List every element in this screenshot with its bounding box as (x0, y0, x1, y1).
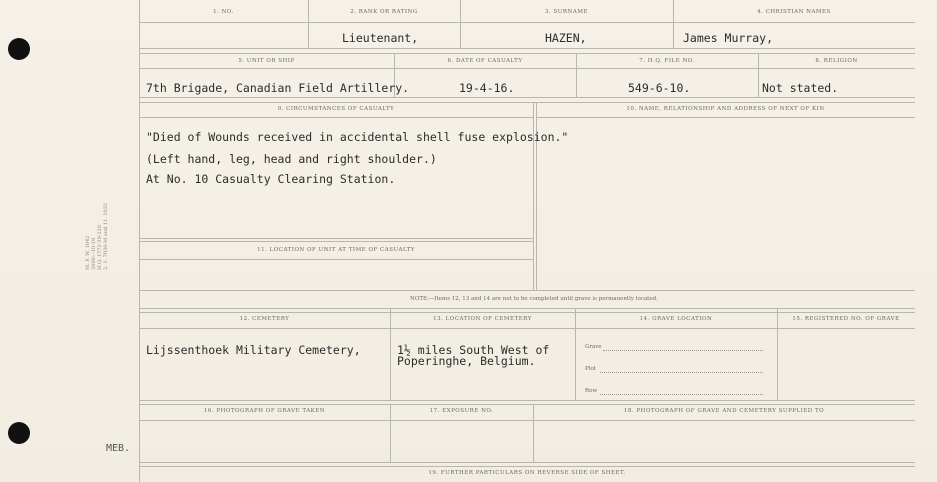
header-photograph-supplied: 18. PHOTOGRAPH OF GRAVE AND CEMETERY SUPPLIED TO (623, 408, 825, 414)
note-text: NOTE:—Items 12, 13 and 14 are not to be completed until grave is permanently located. (410, 296, 658, 302)
value-file: 549-6-10. (628, 81, 691, 95)
value-cemetery: Lijssenthoek Military Cemetery, (146, 343, 361, 357)
header-date: 6. DATE OF CASUALTY (447, 58, 523, 64)
header-no: 1. NO. (213, 9, 234, 15)
header-unit: 5. UNIT OR SHIP (238, 58, 295, 64)
value-christian-names: James Murray, (683, 31, 774, 45)
header-location-of-unit: 11. LOCATION OF UNIT AT TIME OF CASUALTY (257, 247, 415, 253)
location-cemetery-line-2: Poperinghe, Belgium. (397, 354, 536, 368)
header-file: 7. H.Q. FILE NO. (639, 58, 695, 64)
side-print: M. F. W. 1042 2000—10-19 H.Q. 1772-39-220 2. 1. 7030-M and 11. 1032 (85, 202, 109, 270)
punch-hole-top (8, 38, 30, 60)
row-field-label: Row (585, 388, 598, 394)
header-rank: 2. RANK OR RATING (350, 9, 418, 15)
value-religion: Not stated. (762, 81, 839, 95)
header-circumstances: 9. CIRCUMSTANCES OF CASUALTY (277, 106, 395, 112)
value-date: 19-4-16. (459, 81, 515, 95)
value-unit: 7th Brigade, Canadian Field Artillery. (146, 81, 410, 95)
circumstances-line-1: "Died of Wounds received in accidental shell fuse explosion." (146, 130, 569, 144)
header-religion: 8. RELIGION (815, 58, 858, 64)
header-grave-location: 14. GRAVE LOCATION (639, 316, 713, 322)
header-surname: 3. SURNAME (545, 9, 588, 15)
header-christian-names: 4. CHRISTIAN NAMES (757, 9, 831, 15)
header-exposure-no: 17. EXPOSURE NO. (429, 408, 494, 414)
punch-hole-bottom (8, 422, 30, 444)
circumstances-line-3: At No. 10 Casualty Clearing Station. (146, 172, 396, 186)
header-next-of-kin: 10. NAME, RELATIONSHIP AND ADDRESS OF NEXT OF KIN (626, 106, 825, 112)
header-cemetery: 12. CEMETERY (239, 316, 290, 322)
header-location-of-cemetery: 13. LOCATION OF CEMETERY (433, 316, 532, 322)
location-cemetery-line-1: 1½ miles South West of (397, 343, 550, 357)
value-surname: HAZEN, (545, 31, 587, 45)
value-rank: Lieutenant, (342, 31, 419, 45)
header-registered-no: 15. REGISTERED NO. OF GRAVE (792, 316, 900, 322)
header-photograph-taken: 16. PHOTOGRAPH OF GRAVE TAKEN (203, 408, 326, 414)
grave-field-label: Grave (585, 344, 602, 350)
circumstances-line-2: (Left hand, leg, head and right shoulder.) (146, 152, 437, 166)
plot-field-label: Plot (585, 366, 596, 372)
header-further-particulars: 19. FURTHER PARTICULARS ON REVERSE SIDE OF SHEET. (428, 470, 626, 476)
initials: MEB. (106, 443, 131, 454)
